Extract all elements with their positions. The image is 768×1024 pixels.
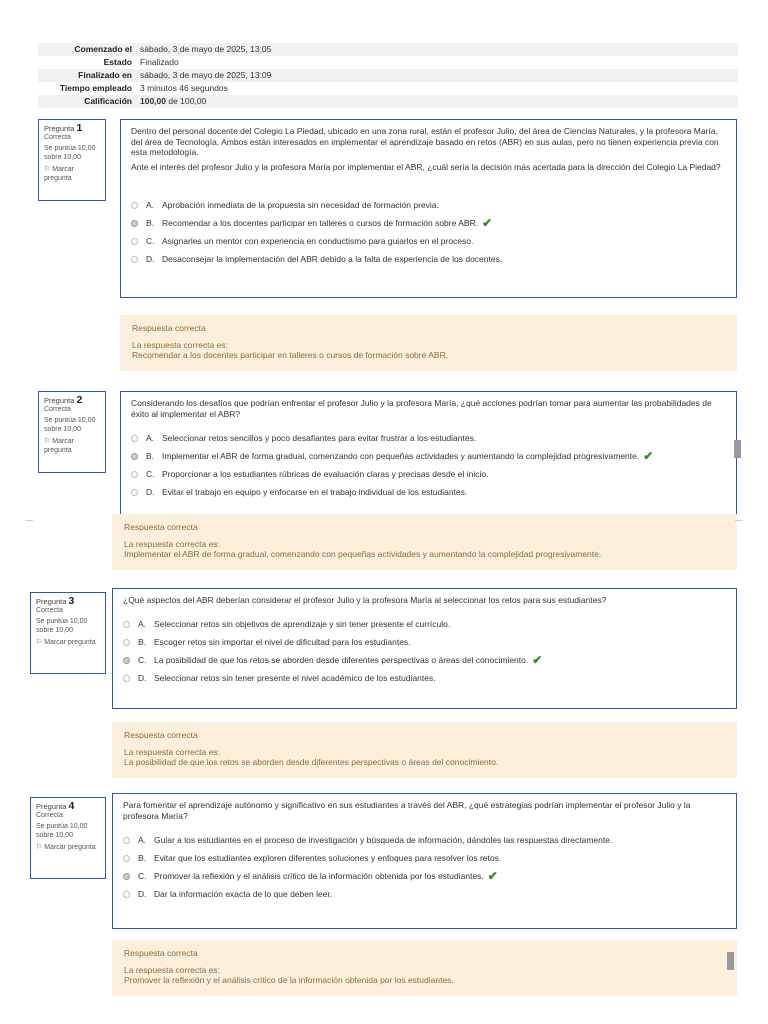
scrollbar-thumb[interactable] [727, 952, 734, 970]
answer-option[interactable] [123, 849, 726, 867]
option-text: Asignarles un mentor con experiencia en conductismo para guiarlos en el proceso. [162, 235, 474, 246]
answer-options [123, 616, 726, 688]
answer-option[interactable] [131, 196, 726, 214]
option-text: Seleccionar retos sin objetivos de aprendizaje y sin tener presente el currículo. [154, 619, 451, 630]
divider [735, 520, 743, 521]
question-state: Correcta [36, 812, 63, 819]
option-letter: C. [146, 468, 155, 479]
flag-question-link[interactable] [36, 638, 100, 647]
summary-value: sábado, 3 de mayo de 2025, 13:09 [136, 69, 738, 82]
radio-selected[interactable] [131, 220, 138, 227]
feedback-box [120, 315, 737, 371]
answer-option[interactable] [123, 652, 726, 670]
option-letter: A. [138, 619, 147, 630]
summary-label: Tiempo empleado [59, 83, 132, 93]
feedback-answer: Promover la reflexión y el análisis crítico de la información obtenida por los estudiantes. [124, 975, 454, 985]
answer-option[interactable] [131, 232, 726, 250]
question-info-box [30, 592, 106, 674]
checkmark-icon: ✔ [643, 448, 654, 463]
summary-label: Comenzado el [38, 43, 136, 56]
radio-button[interactable] [131, 489, 138, 496]
option-letter: C. [138, 870, 147, 881]
option-text: Promover la reflexión y el análisis crítico de la información obtenida por los estudiantes. [154, 870, 484, 881]
flag-question-link[interactable] [44, 437, 100, 455]
question-score: Se puntúa 10,00 sobre 10,00 [36, 618, 88, 634]
radio-button[interactable] [123, 891, 130, 898]
radio-button[interactable] [123, 639, 130, 646]
option-text: Evitar que los estudiantes exploren diferentes soluciones y enfoques para resolver los retos. [154, 852, 502, 863]
option-letter: B. [146, 450, 155, 461]
flag-label: Marcar pregunta [44, 438, 75, 454]
option-letter: D. [138, 888, 147, 899]
question-info-box [30, 797, 106, 879]
answer-options [131, 196, 726, 268]
question-score: Se puntúa 10,00 sobre 10,00 [44, 145, 96, 161]
question-prefix: Pregunta [36, 597, 67, 606]
option-letter: C. [146, 235, 155, 246]
option-letter: B. [138, 852, 147, 863]
summary-label: Estado [103, 57, 132, 67]
answer-option[interactable] [131, 429, 726, 447]
feedback-answer: Implementar el ABR de forma gradual, comenzando con pequeñas actividades y aumentando la complejidad progresivamente. [124, 549, 602, 559]
option-letter: A. [146, 199, 155, 210]
question-info-box [38, 119, 106, 201]
answer-options [131, 429, 726, 501]
option-text: Implementar el ABR de forma gradual, comenzando con pequeñas actividades y aumentando la complejidad progresivamente. [162, 450, 640, 461]
radio-button[interactable] [123, 837, 130, 844]
option-text: Seleccionar retos sencillos y poco desafiantes para evitar frustrar a los estudiantes. [162, 432, 477, 443]
summary-row [38, 43, 738, 56]
answer-option[interactable] [131, 250, 726, 268]
option-text: Escoger retos sin importar el nivel de dificultad para los estudiantes. [154, 637, 411, 648]
question-text: ¿Qué aspectos del ABR deberían considerar el profesor Julio y la profesora María al seleccionar los retos para sus estudiantes? [123, 595, 607, 605]
option-letter: A. [146, 432, 155, 443]
flag-icon: ⚐ [44, 166, 53, 173]
question-number [44, 396, 100, 405]
answer-option[interactable] [123, 885, 726, 903]
feedback-box [112, 722, 737, 778]
option-text: Proporcionar a los estudiantes rúbricas de evaluación claras y precisas desde el inicio. [162, 468, 489, 479]
radio-button[interactable] [131, 435, 138, 442]
question-number-value: 4 [68, 800, 75, 812]
option-text: La posibilidad de que los retos se aborden desde diferentes perspectivas o áreas del conocimiento. [154, 655, 529, 666]
option-text: Guiar a los estudiantes en el proceso de investigación y búsqueda de información, dándoles las respuestas directamente. [154, 834, 613, 845]
feedback-heading: Respuesta correcta [124, 522, 198, 532]
answer-option[interactable] [123, 616, 726, 634]
summary-value: 3 minutos 46 segundos [140, 83, 228, 93]
question-number [44, 124, 100, 133]
option-letter: B. [138, 637, 147, 648]
feedback-answer: Recomendar a los docentes participar en talleres o cursos de formación sobre ABR. [132, 350, 449, 360]
feedback-label: La respuesta correcta es: [124, 746, 220, 757]
question-number [36, 802, 100, 811]
question-number-value: 3 [68, 595, 75, 607]
answer-option[interactable] [123, 867, 726, 885]
question-content [120, 119, 737, 298]
summary-value [136, 95, 738, 108]
radio-button[interactable] [123, 855, 130, 862]
question-number-value: 2 [76, 394, 83, 406]
radio-button[interactable] [131, 256, 138, 263]
feedback-heading: Respuesta correcta [124, 948, 198, 958]
question-content [120, 391, 737, 520]
feedback-box [112, 940, 737, 996]
question-score: Se puntúa 10,00 sobre 10,00 [44, 417, 96, 433]
radio-selected[interactable] [131, 453, 138, 460]
flag-label: Marcar pregunta [44, 166, 75, 182]
question-info-box [38, 391, 106, 473]
radio-selected[interactable] [123, 873, 130, 880]
summary-label: Calificación [38, 95, 136, 108]
question-content [112, 793, 737, 929]
option-text: Recomendar a los docentes participar en talleres o cursos de formación sobre ABR. [162, 217, 479, 228]
question-number-value: 1 [76, 122, 83, 134]
summary-label: Finalizado en [38, 69, 136, 82]
radio-button[interactable] [131, 202, 138, 209]
grade-value: 100,00 [140, 96, 166, 106]
option-letter: C. [138, 655, 147, 666]
flag-question-link[interactable] [44, 165, 100, 183]
feedback-heading: Respuesta correcta [124, 730, 198, 740]
question-text: Para fomentar el aprendizaje autónomo y significativo en sus estudiantes a través del ABR, ¿qué estrategias podrían implementar el profesor Julio y la profesora María? [123, 800, 691, 821]
flag-icon: ⚐ [44, 438, 53, 445]
radio-button[interactable] [123, 621, 130, 628]
grade-max: de 100,00 [166, 96, 207, 106]
question-state: Correcta [44, 134, 71, 141]
flag-question-link[interactable] [36, 843, 100, 852]
question-number [36, 597, 100, 606]
attempt-summary-table [38, 43, 738, 108]
feedback-label: La respuesta correcta es: [124, 964, 220, 975]
option-text: Desaconsejar la implementación del ABR debido a la falta de experiencia de los docentes. [162, 253, 503, 264]
checkmark-icon: ✔ [532, 653, 543, 668]
option-text: Aprobación inmediata de la propuesta sin necesidad de formación previa. [162, 199, 439, 210]
answer-options [123, 831, 726, 903]
option-letter: A. [138, 834, 147, 845]
flag-label: Marcar pregunta [44, 844, 96, 851]
feedback-box [112, 514, 737, 570]
answer-option[interactable] [123, 670, 726, 688]
option-text: Dar la información exacta de lo que deben leer. [154, 888, 333, 899]
question-prefix: Pregunta [44, 396, 75, 405]
option-text: Seleccionar retos sin tener presente el nivel académico de los estudiantes. [154, 673, 436, 684]
question-state: Correcta [36, 607, 63, 614]
radio-selected[interactable] [123, 657, 130, 664]
option-letter: D. [138, 673, 147, 684]
radio-button[interactable] [123, 675, 130, 682]
feedback-answer: La posibilidad de que los retos se aborden desde diferentes perspectivas o áreas del conocimiento. [124, 757, 499, 767]
feedback-label: La respuesta correcta es: [132, 339, 228, 350]
feedback-label: La respuesta correcta es: [124, 538, 220, 549]
checkmark-icon: ✔ [487, 868, 498, 883]
question-text: Considerando los desafíos que podrían enfrentar el profesor Julio y la profesora María, ¿qué acciones podrían tomar para aumentar las probabilidades de éxito al implementar el ABR? [131, 398, 712, 419]
feedback-heading: Respuesta correcta [132, 323, 206, 333]
checkmark-icon: ✔ [482, 215, 493, 230]
answer-option[interactable] [123, 634, 726, 652]
summary-row [38, 82, 738, 95]
question-prefix: Pregunta [44, 124, 75, 133]
answer-option[interactable] [131, 447, 726, 465]
question-score: Se puntúa 10,00 sobre 10,00 [36, 823, 88, 839]
option-text: Evitar el trabajo en equipo y enfocarse en el trabajo individual de los estudiantes. [162, 486, 468, 497]
summary-value: sábado, 3 de mayo de 2025, 13:05 [136, 43, 738, 56]
flag-icon: ⚐ [36, 844, 45, 851]
flag-icon: ⚐ [36, 639, 45, 646]
question-text: Dentro del personal docente del Colegio La Piedad, ubicado en una zona rural, están el profesor Julio, del área de Ciencias Naturales, y la profesora María, del área de Tecnología. Ambos están interesados en implementar el aprendizaje basado en retos (ABR) en sus aulas, pero no tienen experiencia previa con esta metodología. [131, 126, 719, 157]
answer-option[interactable] [131, 465, 726, 483]
answer-option[interactable] [131, 483, 726, 501]
answer-option[interactable] [123, 831, 726, 849]
flag-label: Marcar pregunta [44, 639, 96, 646]
radio-button[interactable] [131, 471, 138, 478]
scrollbar-thumb[interactable] [734, 440, 741, 458]
option-letter: D. [146, 253, 155, 264]
summary-row [38, 56, 738, 69]
answer-option[interactable] [131, 214, 726, 232]
summary-row [38, 95, 738, 108]
question-state: Correcta [44, 406, 71, 413]
radio-button[interactable] [131, 238, 138, 245]
summary-value: Finalizado [140, 57, 179, 67]
question-content [112, 588, 737, 709]
option-letter: D. [146, 486, 155, 497]
option-letter: B. [146, 217, 155, 228]
divider [25, 520, 33, 521]
summary-row [38, 69, 738, 82]
question-text: Ante el interés del profesor Julio y la profesora María por implementar el ABR, ¿cuál sería la decisión más acertada para la dirección del Colegio La Piedad? [131, 161, 721, 172]
question-prefix: Pregunta [36, 802, 67, 811]
